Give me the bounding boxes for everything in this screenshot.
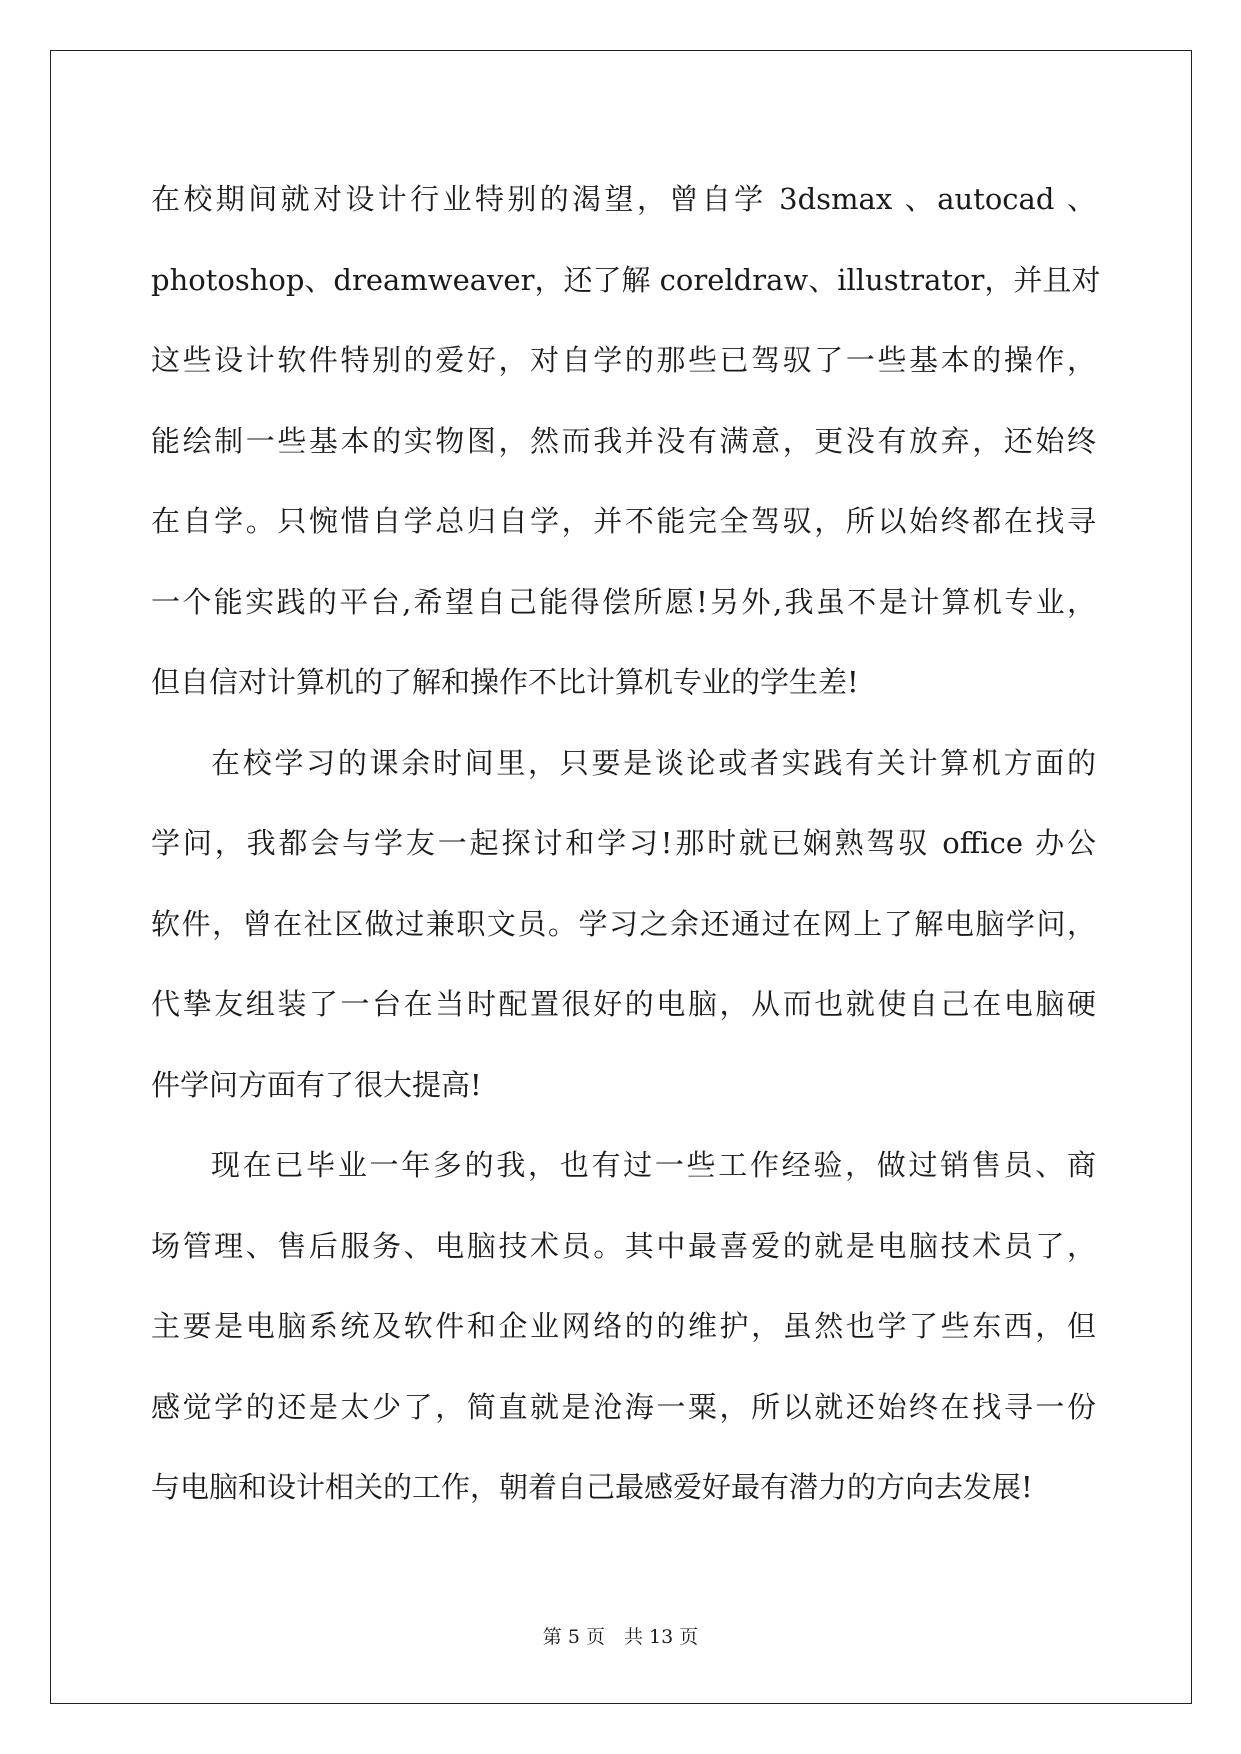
text-line: 现在已毕业一年多的我，也有过一些工作经验，做过销售员、商 (211, 1148, 1096, 1182)
paragraph (151, 1125, 1096, 1528)
text-line: 但自信对计算机的了解和操作不比计算机专业的学生差! (151, 665, 859, 699)
text-line: 感觉学的还是太少了，简直就是沧海一粟，所以就还始终在找寻一份 (151, 1389, 1096, 1424)
text-line: 软件，曾在社区做过兼职文员。学习之余还通过在网上了解电脑学问， (151, 906, 1096, 941)
page-number-footer: 第 5 页 共 13 页 (542, 1626, 699, 1648)
paragraph (151, 723, 1096, 1126)
text-line: 主要是电脑系统及软件和企业网络的的维护，虽然也学了些东西，但 (151, 1309, 1096, 1343)
text-line: photoshop、dreamweaver，还了解 coreldraw、illustrator，并且对 (151, 262, 1101, 297)
text-line: 件学问方面有了很大提高! (151, 1067, 482, 1102)
text-line: 这些设计软件特别的爱好，对自学的那些已驾驭了一些基本的操作， (151, 343, 1096, 377)
text-line: 在校期间就对设计行业特别的渴望，曾自学 3dsmax 、autocad 、 (151, 182, 1096, 216)
text-line: 代挚友组装了一台在当时配置很好的电脑，从而也就使自己在电脑硬 (151, 987, 1096, 1021)
text-line: 场管理、售后服务、电脑技术员。其中最喜爱的就是电脑技术员了， (151, 1228, 1096, 1263)
text-line: 能绘制一些基本的实物图，然而我并没有满意，更没有放弃，还始终 (151, 423, 1096, 458)
text-line: 在校学习的课余时间里，只要是谈论或者实践有关计算机方面的 (211, 745, 1096, 780)
text-line: 学问，我都会与学友一起探讨和学习!那时就已娴熟驾驭 office 办公 (151, 826, 1096, 860)
text-line: 一个能实践的平台,希望自己能得偿所愿!另外,我虽不是计算机专业， (151, 584, 1096, 619)
text-line: 与电脑和设计相关的工作，朝着自己最感爱好最有潜力的方向去发展! (151, 1470, 1033, 1504)
text-line: 在自学。只惋惜自学总归自学，并不能完全驾驭，所以始终都在找寻 (151, 504, 1096, 538)
document-body (151, 159, 1101, 1528)
paragraph (151, 159, 1101, 723)
